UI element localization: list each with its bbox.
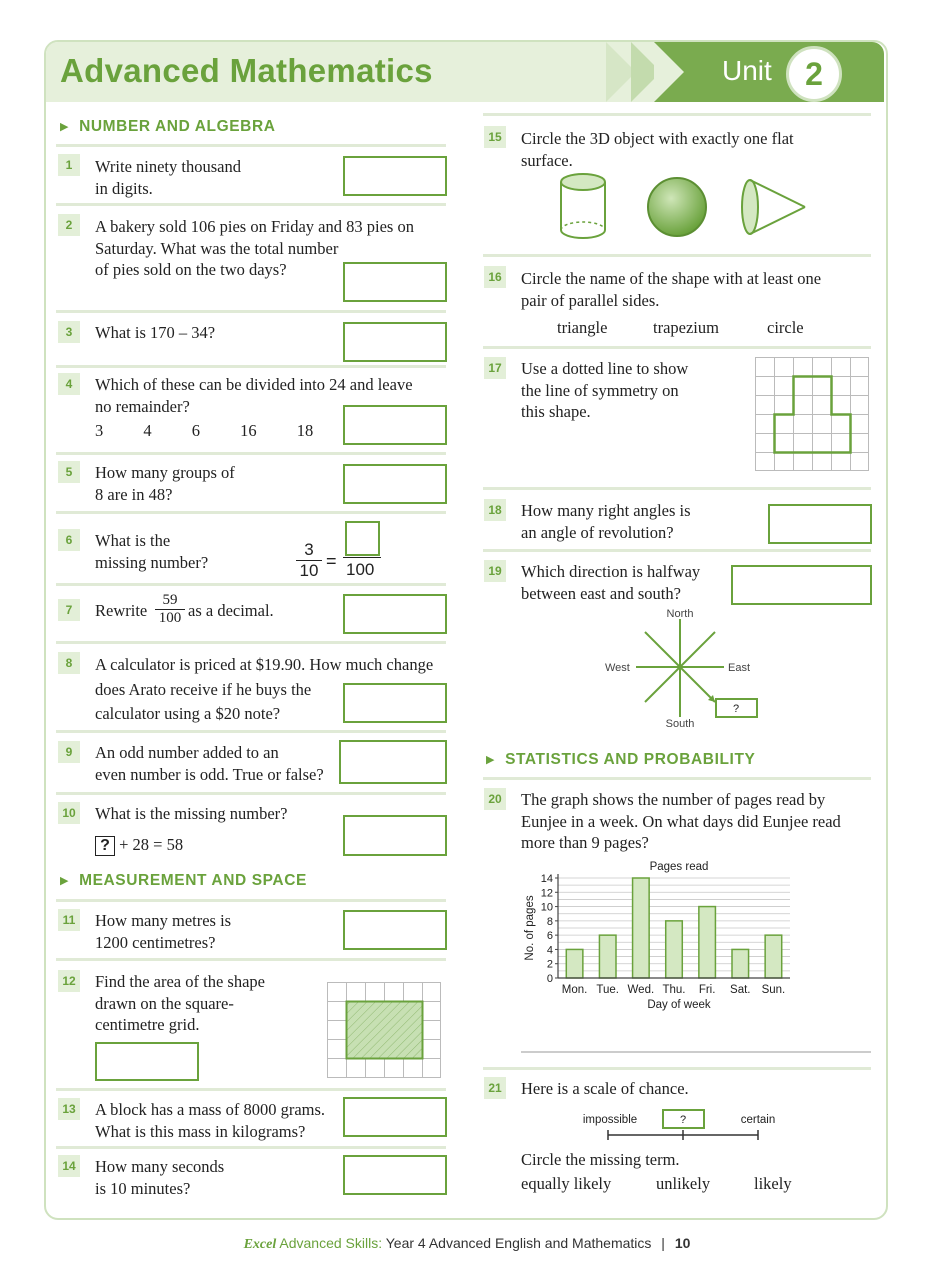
divider	[56, 899, 446, 902]
x-tick-label: Wed.	[627, 984, 655, 996]
answer-box[interactable]	[731, 565, 872, 605]
question-number: 3	[58, 321, 80, 343]
answer-box[interactable]	[343, 910, 447, 950]
question-text: What is 170 – 34?	[95, 323, 216, 342]
question-text: What is the missing number?	[95, 531, 209, 572]
divider	[56, 1146, 446, 1149]
answer-box[interactable]	[343, 594, 447, 634]
question-number: 17	[484, 357, 506, 379]
grid-lines	[755, 357, 869, 471]
question-number: 14	[58, 1155, 80, 1177]
y-tick-label: 10	[540, 901, 553, 914]
answer-box[interactable]	[95, 1042, 199, 1081]
answer-box[interactable]	[343, 405, 447, 445]
unit-label: Unit	[722, 55, 772, 86]
question-text: Use a dotted line to show the line of symmetry on this shape.	[521, 359, 689, 421]
cylinder-icon[interactable]	[555, 172, 615, 242]
footer-subtitle: Advanced Skills:	[279, 1235, 383, 1251]
divider	[56, 511, 446, 514]
option[interactable]: 3	[95, 421, 104, 440]
denominator: 10	[296, 560, 322, 581]
question-number: 6	[58, 529, 80, 551]
footer-brand: Excel	[243, 1237, 277, 1252]
question-text: How many metres is 1200 centimetres?	[95, 911, 232, 952]
fraction-bar	[343, 557, 381, 558]
option[interactable]: triangle	[557, 318, 608, 337]
y-axis-label: No. of pages	[524, 895, 536, 961]
divider	[483, 346, 871, 349]
question-text: Circle the missing term.	[521, 1150, 680, 1169]
question-text: Find the area of the shape drawn on the square- centimetre grid.	[95, 972, 265, 1034]
page-title: Advanced Mathematics	[60, 52, 433, 89]
sphere-icon[interactable]	[645, 175, 709, 239]
divider	[56, 730, 446, 733]
question-number: 18	[484, 499, 506, 521]
answer-box[interactable]	[343, 1155, 447, 1195]
divider	[483, 254, 871, 257]
equals-sign: =	[326, 551, 337, 571]
question-text: An odd number added to an even number is odd. True or false?	[95, 743, 324, 784]
question-number: 19	[484, 560, 506, 582]
divider	[483, 777, 871, 780]
divider	[56, 365, 446, 368]
header-chevron	[654, 42, 684, 102]
shaded-shape-outline	[347, 1002, 423, 1059]
question-number: 10	[58, 802, 80, 824]
scale-right-label: certain	[740, 1114, 776, 1126]
scale-left-label: impossible	[582, 1114, 638, 1126]
footer-separator: |	[661, 1235, 665, 1251]
y-tick-label: 12	[540, 887, 553, 900]
question-number: 20	[484, 788, 506, 810]
east-label: East	[728, 662, 751, 674]
question-number: 5	[58, 461, 80, 483]
numerator: 59	[162, 592, 178, 608]
x-tick-label: Thu.	[662, 984, 686, 996]
scale-box-label: ?	[679, 1114, 687, 1126]
question-text: How many groups of 8 are in 48?	[95, 463, 235, 504]
question-number: 16	[484, 266, 506, 288]
question-number: 11	[58, 909, 80, 931]
x-tick-label: Mon.	[561, 984, 588, 996]
symmetry-grid[interactable]	[755, 357, 869, 471]
x-axis-label: Day of week	[647, 999, 711, 1011]
y-tick-label: 4	[546, 944, 553, 957]
y-tick-label: 6	[546, 930, 553, 943]
option[interactable]: 6	[191, 421, 200, 440]
denominator: 100	[155, 609, 185, 627]
question-text: A calculator is priced at $19.90. How much change does Arato receive if he buys the calculator using a $20 note?	[95, 655, 434, 723]
question-text: Write ninety thousand in digits.	[95, 157, 241, 198]
bar-mon	[566, 949, 583, 978]
question-text: The graph shows the number of pages read by Eunjee in a week. On what days did Eunjee read more than 9 pages?	[521, 790, 841, 852]
question-text: Which direction is halfway between east and south?	[521, 562, 701, 603]
question-number: 4	[58, 373, 80, 395]
page-footer	[0, 1235, 934, 1253]
area-grid	[327, 982, 441, 1078]
option[interactable]: unlikely	[656, 1174, 711, 1193]
chart-title: Pages read	[649, 861, 709, 873]
question-text: A block has a mass of 8000 grams. What is this mass in kilograms?	[95, 1100, 326, 1141]
x-tick-label: Sun.	[761, 984, 786, 996]
option[interactable]: trapezium	[653, 318, 719, 337]
bar-tue	[599, 935, 616, 978]
divider	[56, 452, 446, 455]
option[interactable]: 18	[296, 421, 314, 440]
missing-numerator-box[interactable]	[345, 521, 380, 556]
question-text: Circle the 3D object with exactly one flat surface.	[521, 129, 794, 170]
fraction	[155, 592, 185, 627]
answer-box[interactable]	[339, 740, 447, 784]
compass-diagram	[600, 605, 770, 733]
y-tick-label: 8	[546, 915, 553, 928]
denominator: 100	[346, 560, 375, 579]
bar-sat	[732, 949, 749, 978]
answer-line[interactable]	[521, 1051, 871, 1053]
question-text: What is the missing number?	[95, 804, 288, 823]
option[interactable]: circle	[767, 318, 804, 337]
question-number: 9	[58, 741, 80, 763]
answer-box[interactable]	[343, 1097, 447, 1137]
answer-box[interactable]	[343, 262, 447, 302]
question-text: Here is a scale of chance.	[521, 1079, 689, 1098]
question-text: Which of these can be divided into 24 and leave no remainder?	[95, 375, 413, 416]
question-text: Rewrite	[95, 601, 148, 620]
cone-icon[interactable]	[738, 175, 810, 239]
west-label: West	[605, 662, 630, 674]
answer-box[interactable]	[343, 156, 447, 196]
question-number: 15	[484, 126, 506, 148]
question-text: How many right angles is an angle of revolution?	[521, 501, 691, 542]
answer-box[interactable]	[343, 322, 447, 362]
divider	[56, 958, 446, 961]
y-tick-label: 0	[546, 973, 553, 985]
missing-number-box: ?	[95, 836, 115, 856]
equation: ? + 28 = 58	[95, 834, 183, 856]
answer-box[interactable]	[343, 683, 447, 723]
unit-number: 2	[786, 46, 842, 102]
answer-box[interactable]	[343, 815, 447, 856]
option[interactable]: likely	[754, 1174, 792, 1193]
question-number: 12	[58, 970, 80, 992]
option[interactable]: equally likely	[521, 1174, 612, 1193]
bar-thu	[666, 921, 683, 978]
pages-read-chart	[518, 855, 798, 1020]
section-measurement-space: ▶ MEASUREMENT AND SPACE	[60, 872, 307, 889]
divider	[483, 487, 871, 490]
numerator: 3	[304, 540, 314, 559]
divider	[56, 1088, 446, 1091]
question-number: 8	[58, 652, 80, 674]
answer-box[interactable]	[343, 464, 447, 504]
north-label: North	[666, 608, 694, 620]
option[interactable]: 16	[240, 421, 257, 440]
chance-scale	[575, 1108, 785, 1142]
fraction	[296, 540, 322, 581]
option-list	[95, 420, 313, 442]
divider	[483, 113, 871, 116]
x-tick-label: Tue.	[596, 984, 620, 996]
question-number: 7	[58, 599, 80, 621]
y-tick-label: 2	[546, 958, 553, 971]
divider	[56, 583, 446, 586]
section-number-algebra: ▶ NUMBER AND ALGEBRA	[60, 118, 276, 135]
question-text: A bakery sold 106 pies on Friday and 83 pies on Saturday. What was the total number of pies sold on the two days?	[95, 217, 414, 279]
divider	[56, 144, 446, 147]
section-statistics-probability: ▶ STATISTICS AND PROBABILITY	[486, 751, 756, 768]
divider	[483, 549, 871, 552]
bar-sun	[765, 935, 782, 978]
question-text: How many seconds is 10 minutes?	[95, 1157, 225, 1198]
answer-box[interactable]	[768, 504, 872, 544]
x-tick-label: Sat.	[730, 984, 751, 996]
x-tick-label: Fri.	[698, 984, 716, 996]
divider	[56, 310, 446, 313]
divider	[483, 1067, 871, 1070]
bar-fri	[699, 907, 716, 978]
question-number: 2	[58, 214, 80, 236]
footer-text: Year 4 Advanced English and Mathematics	[385, 1235, 652, 1251]
direction-box-label: ?	[732, 703, 740, 715]
divider	[56, 203, 446, 206]
south-label: South	[665, 718, 695, 730]
question-number: 21	[484, 1077, 506, 1099]
question-text: Circle the name of the shape with at least one pair of parallel sides.	[521, 269, 822, 310]
divider	[56, 792, 446, 795]
question-number: 13	[58, 1098, 80, 1120]
divider	[56, 641, 446, 644]
question-number: 1	[58, 154, 80, 176]
option[interactable]: 4	[143, 421, 152, 440]
question-text: as a decimal.	[188, 601, 274, 620]
y-tick-label: 14	[540, 873, 553, 885]
bar-wed	[633, 878, 650, 978]
page-number: 10	[674, 1235, 691, 1251]
